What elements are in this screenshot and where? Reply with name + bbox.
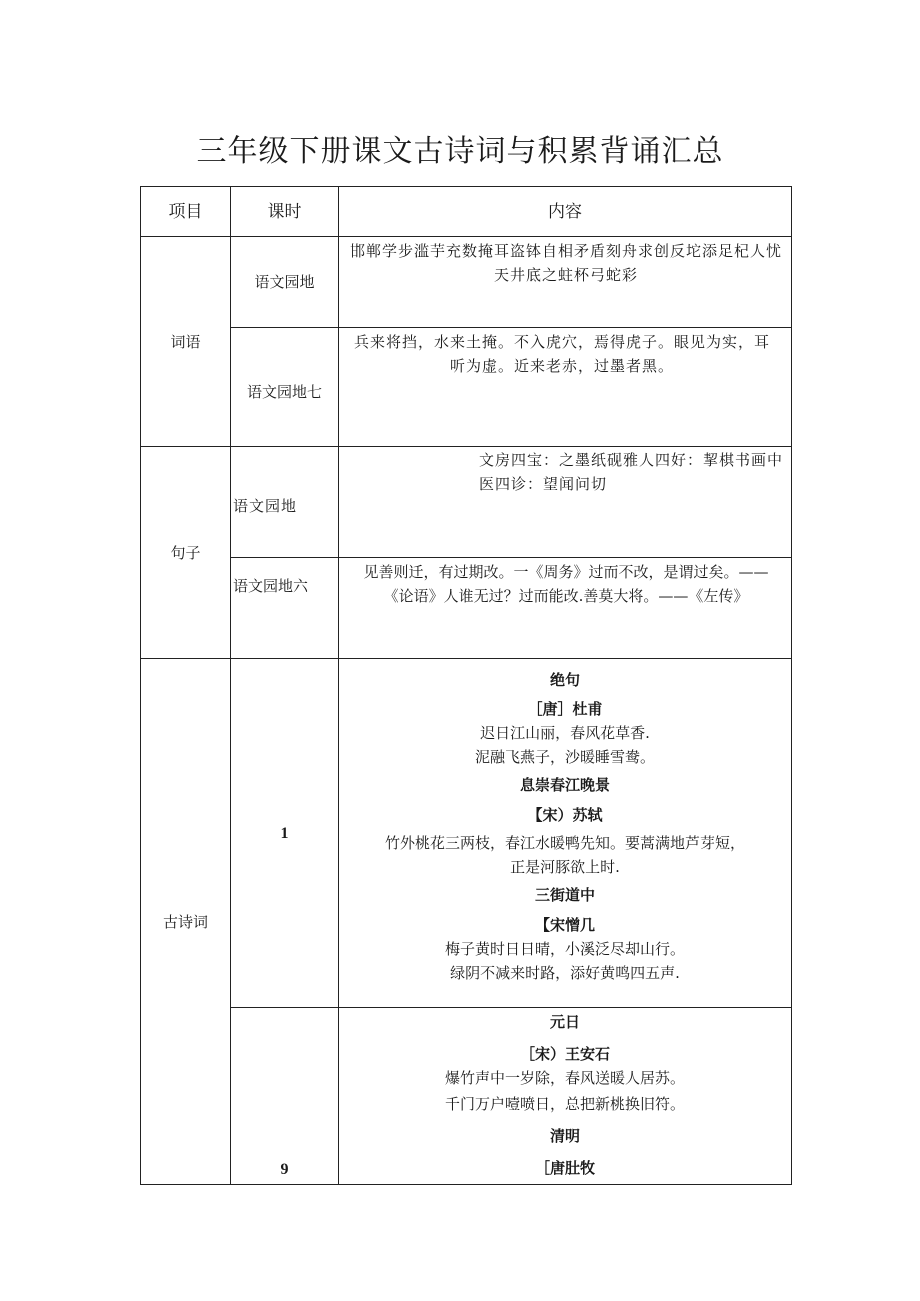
- poem-author: ［唐肚牧: [534, 1159, 595, 1177]
- poem-line: 竹外桃花三两枝，春江水暖鸭先知。要蒿满地芦芽短，: [384, 834, 745, 852]
- content-cell: [339, 1008, 792, 1185]
- content-cell: 邯郸学步滥芋充数掩耳盗钵自相矛盾刻舟求创反坨添足杞人忧天井底之蛀杯弓蛇彩: [339, 237, 792, 328]
- table-row: [141, 328, 792, 447]
- category-ciyu: 词语: [141, 237, 231, 447]
- lesson-cell: [231, 659, 339, 1008]
- poem-author: ［唐］杜甫: [527, 700, 603, 718]
- poem: [339, 773, 791, 879]
- lesson-number: 1: [280, 824, 289, 842]
- poem-author: ［宋）王安石: [519, 1045, 610, 1063]
- poem-line: 正是河豚欲上时.: [510, 858, 620, 876]
- lesson-cell: 语文园地: [231, 237, 339, 328]
- content-cell: 见善则迁，有过期改。一《周务》过而不改，是谓过矣。——《论语》人谁无过？过而能改.善莫大将。——《左传》: [339, 558, 792, 659]
- poem-line: 泥融飞燕子，沙暖睡雪鸯。: [474, 748, 655, 766]
- poem-title: 绝句: [549, 671, 580, 689]
- header-row: [141, 187, 792, 237]
- content-cell: 文房四宝：之墨纸砚雅人四好：挈棋书画中医四诊：望闻问切: [339, 447, 792, 558]
- poem-author: 【宋憎几: [534, 916, 595, 934]
- poem-author: 【宋）苏轼: [527, 806, 603, 824]
- page-title: 三年级下册课文古诗词与积累背诵汇总: [196, 134, 724, 169]
- lesson-cell: [231, 1008, 339, 1185]
- poem-title: 息崇春江晚景: [519, 776, 610, 794]
- summary-table: [140, 186, 792, 1185]
- header-project: 项目: [141, 187, 231, 237]
- table-row: [141, 659, 792, 1008]
- poem-line: 千门万户噎喷日，总把新桃换旧符。: [444, 1095, 685, 1113]
- poem: [339, 667, 791, 769]
- header-content: 内容: [339, 187, 792, 237]
- content-cell: [339, 659, 792, 1008]
- lesson-cell: 语文园地七: [231, 328, 339, 447]
- content-cell: 兵来将挡，水来土掩。不入虎穴，焉得虎子。眼见为实，耳听为虚。近来老赤，过墨者黑。: [339, 328, 792, 447]
- table-row: [141, 237, 792, 328]
- poem: [339, 1124, 791, 1180]
- poem-line: 梅子黄时日日晴，小溪泛尽却山行。: [444, 940, 685, 958]
- poem-line: 绿阴不减来时路，添好黄鸣四五声.: [450, 964, 680, 982]
- poem-line: 迟日江山丽，春风花草香.: [480, 724, 650, 742]
- category-juzi: 句子: [141, 447, 231, 659]
- table-row: [141, 1008, 792, 1185]
- lesson-number: 9: [280, 1161, 289, 1178]
- table-row: [141, 558, 792, 659]
- table-row: [141, 447, 792, 558]
- poem-title: 清明: [549, 1127, 580, 1145]
- lesson-cell: 语文园地: [231, 447, 339, 558]
- lesson-cell: 语文园地六: [231, 558, 339, 659]
- poem: [339, 883, 791, 985]
- poem-title: 元日: [549, 1013, 580, 1031]
- category-gushici: 古诗词: [141, 659, 231, 1185]
- poem-title: 三街道中: [534, 886, 595, 904]
- poem: [339, 1010, 791, 1116]
- poem-line: 爆竹声中一岁除，春风送暖人居苏。: [444, 1069, 685, 1087]
- header-lesson: 课时: [231, 187, 339, 237]
